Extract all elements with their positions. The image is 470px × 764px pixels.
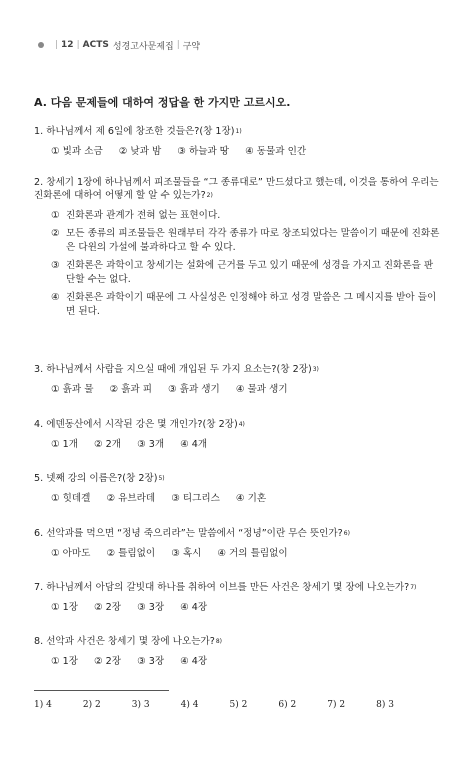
question-7 [34, 581, 439, 614]
option[interactable]: ③ 하늘과 땅 [177, 146, 230, 157]
answer-item: 7) 2 [327, 700, 346, 710]
answer-item: 4) 4 [180, 700, 199, 710]
options-row [34, 655, 439, 668]
section-title: A. 다음 문제들에 대하여 정답을 한 가지만 고르시오. [34, 96, 291, 109]
option[interactable]: ② 2장 [94, 656, 122, 667]
option[interactable]: ① 진화론과 관계가 전혀 없는 표현이다. [51, 210, 221, 221]
option[interactable]: ② 흙과 피 [109, 384, 153, 395]
question-4 [34, 418, 439, 451]
answer-item: 2) 2 [82, 700, 101, 710]
option[interactable]: ③ 3장 [137, 602, 165, 613]
options-list [34, 209, 441, 319]
options-row [34, 145, 439, 158]
question-text: 4. 에덴동산에서 시작된 강은 몇 개인가?(창 2장)$^{4)}$ [34, 419, 245, 430]
option[interactable]: ① 흙과 물 [51, 384, 94, 395]
bullet-icon [38, 42, 44, 48]
option[interactable]: ③ 진화론은 과학이고 창세기는 설화에 근거를 두고 있기 때문에 성경을 가지고 진화론을 판단할 수는 없다. [51, 260, 434, 285]
option[interactable]: ④ 동물과 인간 [245, 146, 307, 157]
option[interactable]: ③ 3장 [137, 656, 165, 667]
option[interactable]: ② 2장 [94, 602, 122, 613]
question-text: 6. 선악과를 먹으면 “정녕 죽으리라”는 말씀에서 “정녕”이란 무슨 뜻인가?$^{6)}$ [34, 528, 350, 539]
options-row [34, 547, 439, 560]
book-title: 성경고사문제집 [112, 41, 174, 52]
question-5 [34, 472, 439, 505]
question-text: 1. 하나님께서 제 6일에 창조한 것들은?(창 1장)$^{1)}$ [34, 126, 242, 137]
option[interactable]: ④ 거의 틀림없이 [217, 548, 288, 559]
options-row [34, 438, 439, 451]
option[interactable]: ④ 4장 [180, 602, 208, 613]
question-6 [34, 527, 439, 560]
header-separator: | [176, 40, 180, 50]
header-separator: | [76, 40, 80, 50]
option[interactable]: ① 빛과 소금 [51, 146, 103, 157]
answer-item: 6) 2 [278, 700, 297, 710]
option[interactable]: ③ 3개 [137, 439, 165, 450]
answer-item: 1) 4 [34, 700, 52, 710]
answer-item: 5) 2 [229, 700, 248, 710]
option[interactable]: ④ 진화론은 과학이기 때문에 그 사실성은 인정해야 하고 성경 말씀은 그 메시지를 받아 들이면 된다. [51, 292, 437, 317]
series-name: ACTS [82, 40, 109, 50]
option[interactable]: ① 1개 [51, 439, 79, 450]
question-1 [34, 125, 439, 158]
answer-item: 8) 3 [376, 700, 394, 710]
option[interactable]: ④ 4개 [180, 439, 208, 450]
book-section: 구약 [182, 41, 201, 52]
question-text: 7. 하나님께서 아담의 갈빗대 하나를 취하여 이브를 만든 사건은 창세기 몇 장에 나오는가?$^{7)}$ [34, 582, 417, 593]
options-row [34, 492, 439, 505]
option[interactable]: ① 힛데겔 [51, 493, 91, 504]
option[interactable]: ② 틀림없이 [106, 548, 156, 559]
answer-item: 3) 3 [131, 700, 150, 710]
question-3 [34, 363, 439, 396]
answer-key [34, 700, 394, 710]
option[interactable]: ② 모든 종류의 피조물들은 원래부터 각각 종류가 따로 창조되었다는 말씀이기 때문에 진화론은 다윈의 가설에 불과하다고 할 수 있다. [51, 228, 440, 253]
footnote-divider [34, 690, 169, 691]
question-text: 5. 넷째 강의 이름은?(창 2장)$^{5)}$ [34, 473, 165, 484]
option[interactable]: ④ 4장 [180, 656, 208, 667]
page-number: 12 [61, 40, 74, 50]
options-row [34, 383, 439, 396]
option[interactable]: ④ 기혼 [235, 493, 267, 504]
question-text: 8. 선악과 사건은 창세기 몇 장에 나오는가?$^{8)}$ [34, 636, 222, 647]
option[interactable]: ② 낮과 밤 [118, 146, 162, 157]
option[interactable]: ③ 흙과 생기 [168, 384, 220, 395]
option[interactable]: ④ 물과 생기 [235, 384, 288, 395]
option[interactable]: ③ 혹시 [171, 548, 202, 559]
header-separator: | [55, 40, 59, 50]
options-row [34, 601, 439, 614]
option[interactable]: ② 유브라데 [106, 493, 156, 504]
page-header [38, 38, 200, 52]
option[interactable]: ③ 티그리스 [171, 493, 220, 504]
question-2 [34, 176, 441, 323]
question-text: 2. 창세기 1장에 하나님께서 피조물들을 “그 종류대로” 만드셨다고 했는데, 이것을 통하여 우리는 진화론에 대하여 어떻게 할 알 수 있는가?$^{2)}$ [34, 177, 439, 201]
option[interactable]: ① 1장 [51, 602, 79, 613]
option[interactable]: ① 아마도 [51, 548, 91, 559]
option[interactable]: ② 2개 [94, 439, 122, 450]
question-text: 3. 하나님께서 사람을 지으실 때에 개입된 두 가지 요소는?(창 2장)$^{3)}$ [34, 364, 319, 375]
option[interactable]: ① 1장 [51, 656, 79, 667]
question-8 [34, 635, 439, 668]
